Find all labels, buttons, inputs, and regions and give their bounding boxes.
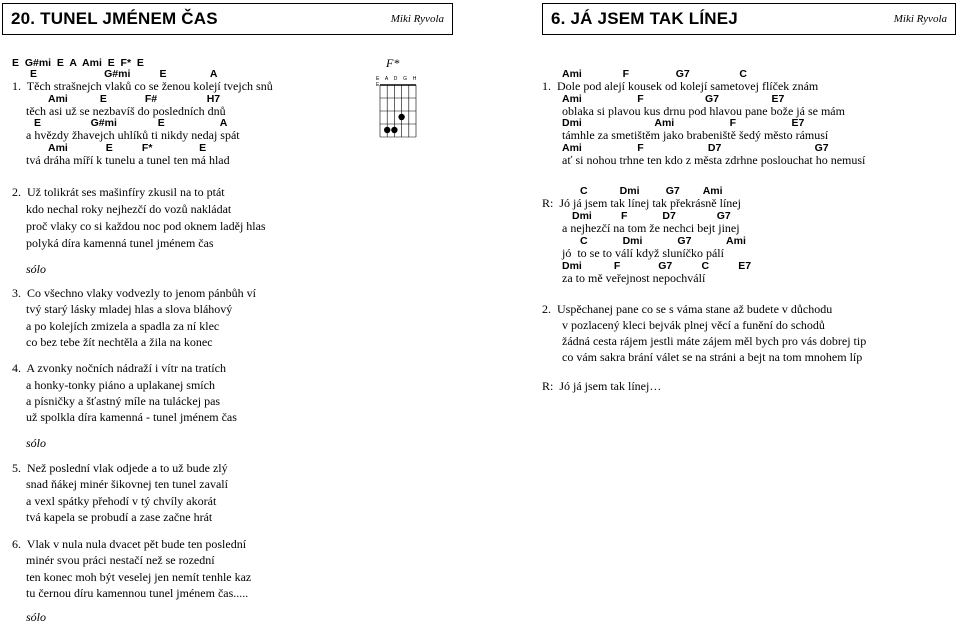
- song-title: 20. TUNEL JMÉNEM ČAS: [11, 9, 218, 28]
- lyric-line: ať si nohou trhne ten kdo z města zdrhne poslouchat ho nemusí: [562, 153, 866, 167]
- chord-line: C Dmi G7 Ami: [580, 185, 723, 197]
- song-header-right: [542, 3, 956, 35]
- lyric-line: tvá dráha míří k tunelu a tunel ten má hlad: [26, 153, 230, 167]
- solo-label: sólo: [26, 436, 47, 450]
- chord-diagram-strings: E A D G H E: [376, 76, 419, 88]
- lyric-line: 2. Už tolikrát ses mašinfíry zkusil na to ptát: [12, 185, 225, 199]
- chord-line: Dmi Ami F E7: [562, 117, 805, 129]
- lyric-line: minér svou práci nestačí než se rozední: [26, 553, 215, 567]
- chord-line: E G#mi E A: [30, 68, 218, 80]
- lyric-line: támhle za smetištěm jako brabeniště šedý město rámusí: [562, 128, 829, 142]
- lyric-line: a honky-tonky piáno a uplakanej smích: [26, 378, 215, 392]
- chord-line: Ami F D7 G7: [562, 142, 829, 154]
- lyric-line: 2. Uspěchanej pane co se s váma stane až budete v důchodu: [542, 302, 833, 316]
- lyric-line: 4. A zvonky nočních nádraží i vítr na tratích: [12, 361, 226, 375]
- lyric-line: 1. Těch strašnejch vlaků co se ženou kolejí tvejch snů: [12, 79, 273, 93]
- chord-line: Ami E F# H7: [48, 93, 221, 105]
- lyric-line: v pozlacený kleci bejvák plnej věcí a funění do schodů: [562, 318, 825, 332]
- solo-label: sólo: [26, 262, 47, 276]
- lyric-line: snad ňákej minér šikovnej ten tunel zavalí: [26, 477, 228, 491]
- lyric-line: polyká díra kamenná tunel jménem čas: [26, 236, 214, 250]
- intro-chords: E G#mi E A Ami E F* E: [12, 57, 144, 69]
- lyric-line: ten konec moh být veselej jen nemít tenhle kaz: [26, 570, 252, 584]
- lyric-line: kdo nechal roky nejhezčí do vozů nakládat: [26, 202, 232, 216]
- lyric-line: 1. Dole pod alejí kousek od kolejí sametovej flíček znám: [542, 79, 819, 93]
- lyric-line: R: Jó já jsem tak línej tak překrásně línej: [542, 196, 741, 210]
- chord-line: Ami E F* E: [48, 142, 207, 154]
- lyric-line: tvý starý lásky mladej hlas a slova bláhový: [26, 302, 233, 316]
- lyric-line: R: Jó já jsem tak línej…: [542, 379, 662, 393]
- lyric-line: 6. Vlak v nula nula dvacet pět bude ten poslední: [12, 537, 247, 551]
- lyric-line: proč vlaky co si každou noc pod oknem laděj hlas: [26, 219, 266, 233]
- lyric-line: jó to se to válí když sluníčko pálí: [562, 246, 724, 260]
- chord-line: Ami F G7 E7: [562, 93, 785, 105]
- lyric-line: a hvězdy žhavejch uhlíků ti nikdy nedaj spát: [26, 128, 240, 142]
- lyric-line: 5. Než poslední vlak odjede a to už bude zlý: [12, 461, 228, 475]
- chord-line: C Dmi G7 Ami: [580, 235, 746, 247]
- lyric-line: a nejhezčí na tom že nechci bejt jinej: [562, 221, 740, 235]
- song-title: 6. JÁ JSEM TAK LÍNEJ: [551, 9, 738, 28]
- lyric-line: tu černou díru kamennou tunel jménem čas.....: [26, 586, 249, 600]
- lyric-line: 3. Co všechno vlaky vodvezly to jenom pánbůh ví: [12, 286, 256, 300]
- lyric-line: oblaka si plavou kus drnu pod hlavou pane bože já se mám: [562, 104, 845, 118]
- chord-line: E G#mi E A: [34, 117, 228, 129]
- lyric-line: tvá kapela se probudí a zase začne hrát: [26, 510, 213, 524]
- lyric-line: a po kolejích zmizela a spadla za ní klec: [26, 319, 220, 333]
- chord-line: Dmi F D7 G7: [572, 210, 731, 222]
- lyric-line: a písničky a šťastný míle na tuláckej pas: [26, 394, 221, 408]
- lyric-line: co bez tebe žít nechtěla a žila na konec: [26, 335, 213, 349]
- solo-label: sólo: [26, 610, 47, 624]
- lyric-line: už spolkla díra kamenná - tunel jménem čas: [26, 410, 237, 424]
- chord-diagram-name: F*: [386, 56, 400, 70]
- song-author: Miki Ryvola: [893, 13, 947, 25]
- lyric-line: a vexl spátky přehodí v tý chvíly akorát: [26, 494, 217, 508]
- lyric-line: žádná cesta rájem jestli máte zájem měl bych pro vás dobrej tip: [562, 334, 867, 348]
- lyric-line: co vám sakra brání válet se na stráni a bejt na tom mnohem líp: [562, 350, 863, 364]
- song-header-left: [2, 3, 453, 35]
- lyric-line: těch asi už se nezbavíš do posledních dnů: [26, 104, 226, 118]
- chord-diagram-icon: [378, 56, 418, 148]
- lyric-line: za to mě veřejnost nepochválí: [562, 271, 706, 285]
- chord-line: Dmi F G7 C E7: [562, 260, 752, 272]
- chord-line: Ami F G7 C: [562, 68, 747, 80]
- song-author: Miki Ryvola: [390, 13, 444, 25]
